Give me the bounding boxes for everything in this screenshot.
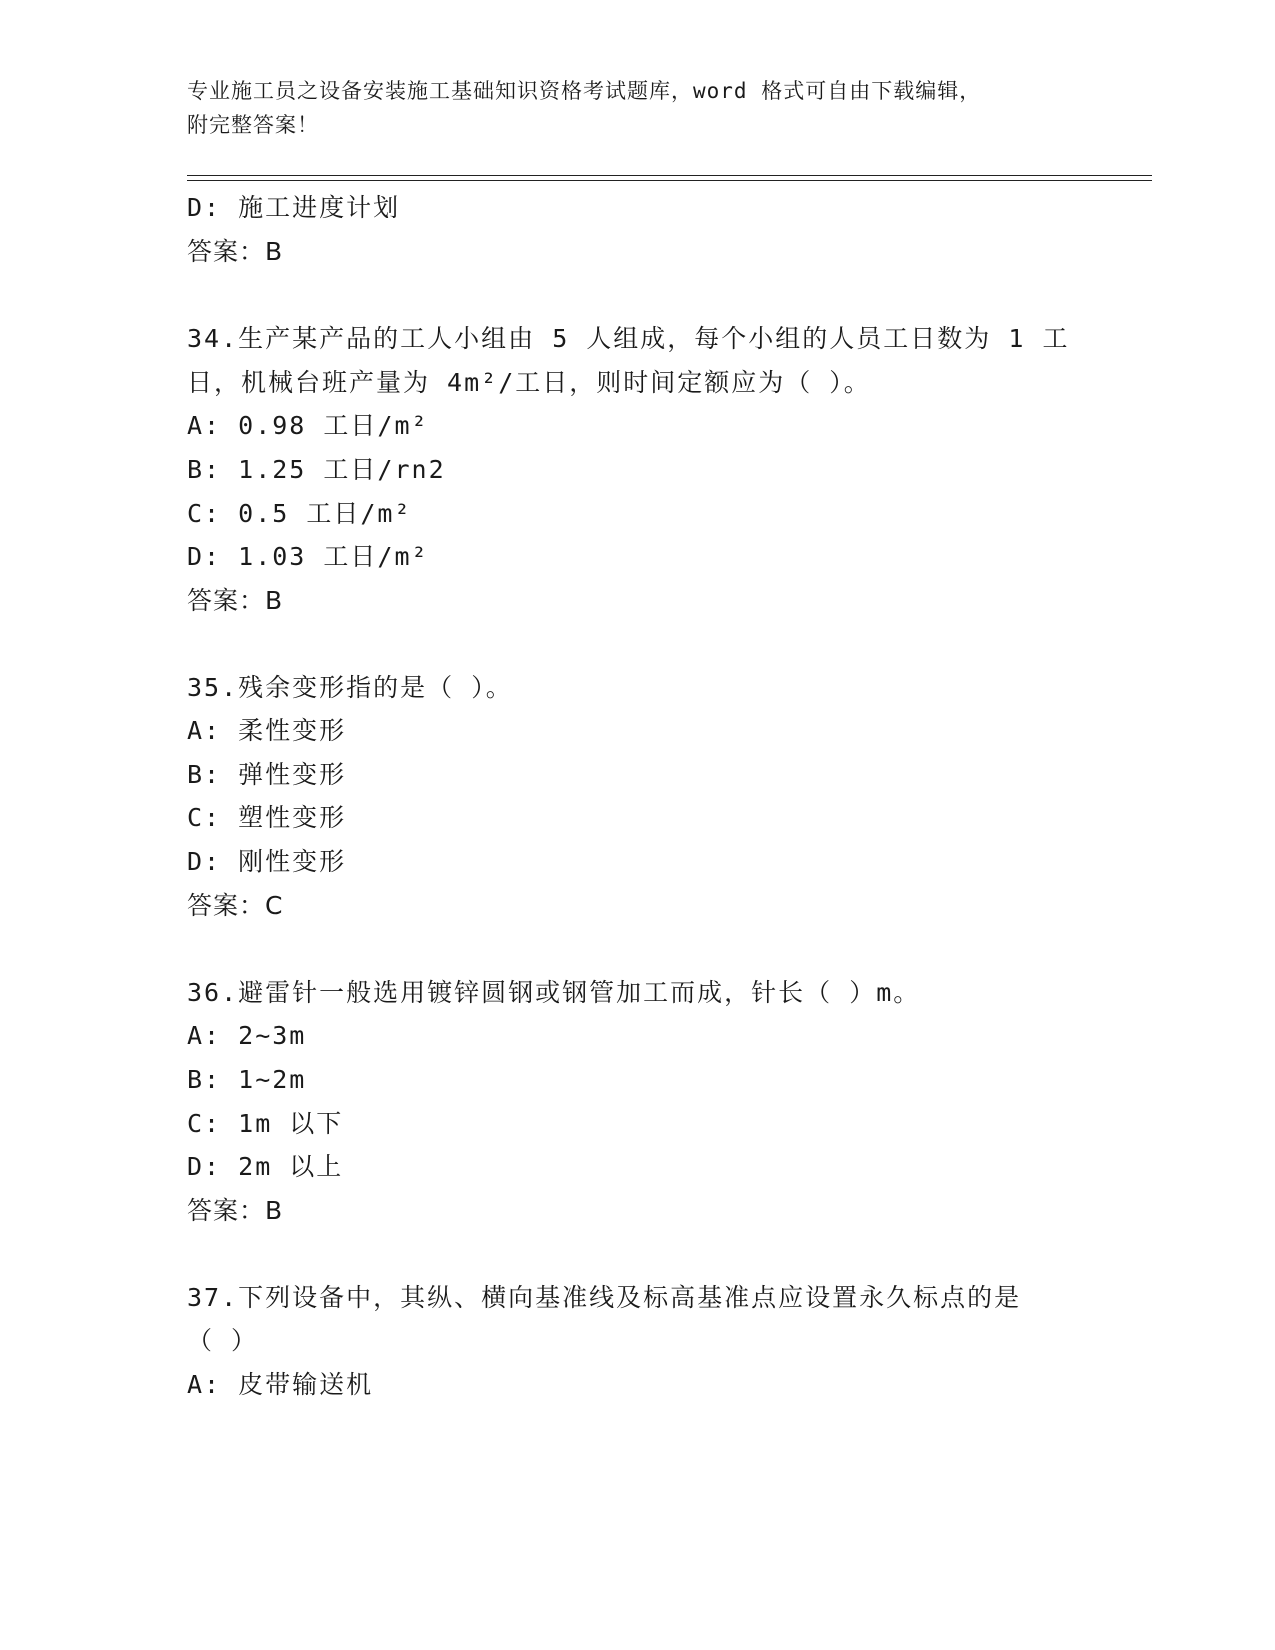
q35-option-a: A: 柔性变形	[187, 716, 347, 745]
q37-stem-line-1: 37.下列设备中，其纵、横向基准线及标高基准点应设置永久标点的是	[187, 1283, 1022, 1312]
q36-answer: 答案：B	[187, 1196, 284, 1225]
q35-answer: 答案：C	[187, 891, 284, 920]
q36-stem: 36.避雷针一般选用镀锌圆钢或钢管加工而成，针长（ ）m。	[187, 978, 921, 1007]
q34-option-a: A: 0.98 工日/m²	[187, 411, 429, 440]
prev-option-d: D: 施工进度计划	[187, 193, 401, 222]
header-title-line-1: 专业施工员之设备安装施工基础知识资格考试题库，word 格式可自由下载编辑，	[187, 79, 982, 103]
header-title-line-2: 附完整答案！	[187, 113, 319, 137]
q34-stem-line-1: 34.生产某产品的工人小组由 5 人组成，每个小组的人员工日数为 1 工	[187, 324, 1070, 353]
q37-option-a: A: 皮带输送机	[187, 1370, 374, 1399]
q34-answer: 答案：B	[187, 586, 284, 615]
q35-option-b: B: 弹性变形	[187, 760, 347, 789]
q36-option-d: D: 2m 以上	[187, 1152, 344, 1181]
q34-option-c: C: 0.5 工日/m²	[187, 499, 412, 528]
q37-stem-line-2: （ ）	[187, 1326, 259, 1355]
q36-option-a: A: 2~3m	[187, 1021, 307, 1050]
q34-option-b: B: 1.25 工日/rn2	[187, 455, 446, 484]
q36-option-c: C: 1m 以下	[187, 1109, 344, 1138]
q35-option-d: D: 刚性变形	[187, 847, 347, 876]
header-divider-top	[187, 175, 1152, 176]
header-divider-bottom	[187, 180, 1152, 181]
q35-option-c: C: 塑性变形	[187, 803, 347, 832]
prev-answer: 答案：B	[187, 237, 284, 266]
document-header	[187, 74, 1087, 142]
q34-option-d: D: 1.03 工日/m²	[187, 542, 429, 571]
q35-stem: 35.残余变形指的是（ ）。	[187, 673, 513, 702]
q36-option-b: B: 1~2m	[187, 1065, 307, 1094]
q34-stem-line-2: 日，机械台班产量为 4m²/工日，则时间定额应为（ ）。	[187, 368, 871, 397]
